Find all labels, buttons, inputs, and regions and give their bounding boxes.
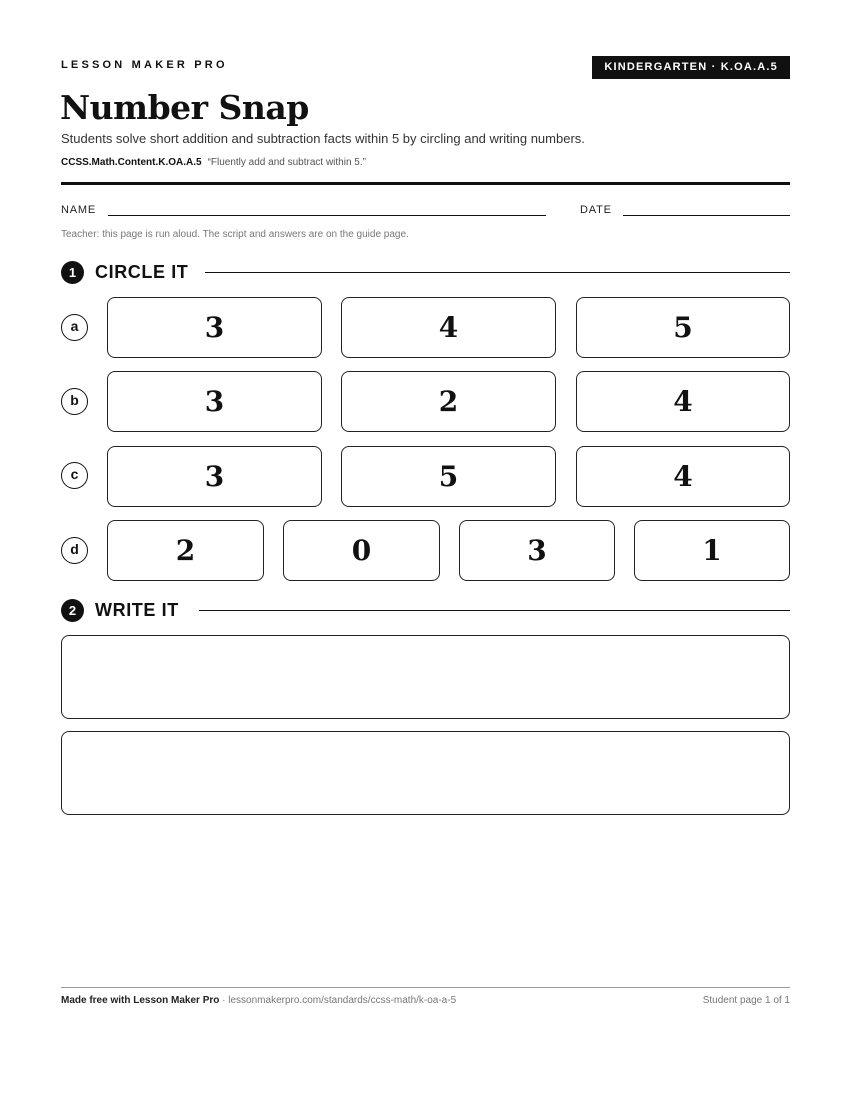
number-choice[interactable]: 3 xyxy=(107,297,322,358)
footer-credit xyxy=(61,995,456,1006)
row-label-c: c xyxy=(61,462,88,489)
header-divider xyxy=(61,182,790,185)
section-number-badge: 2 xyxy=(61,599,84,622)
footer-url: · lessonmakerpro.com/standards/ccss-math/k-oa-a-5 xyxy=(219,995,457,1006)
number-choice[interactable]: 2 xyxy=(107,520,264,581)
footer-page-number: Student page 1 of 1 xyxy=(702,995,790,1006)
number-choice[interactable]: 4 xyxy=(576,371,790,432)
standard-code: CCSS.Math.Content.K.OA.A.5 xyxy=(61,157,202,168)
answer-writing-box[interactable] xyxy=(61,731,790,815)
answer-writing-box[interactable] xyxy=(61,635,790,719)
teacher-note: Teacher: this page is run aloud. The script and answers are on the guide page. xyxy=(61,229,409,240)
row-label-b: b xyxy=(61,388,88,415)
row-label-d: d xyxy=(61,537,88,564)
brand-name: LESSON MAKER PRO xyxy=(61,59,228,71)
number-choice[interactable]: 4 xyxy=(341,297,556,358)
student-fields xyxy=(61,204,790,220)
section-title: CIRCLE IT xyxy=(95,262,189,282)
date-field[interactable] xyxy=(623,215,790,216)
number-choice[interactable]: 3 xyxy=(459,520,615,581)
page-subtitle: Students solve short addition and subtraction facts within 5 by circling and writing numbers. xyxy=(61,131,585,146)
date-label: DATE xyxy=(580,204,612,216)
number-choice[interactable]: 3 xyxy=(107,371,322,432)
number-choice[interactable]: 5 xyxy=(341,446,556,507)
section-circle-it xyxy=(61,260,790,284)
footer-made-with: Made free with Lesson Maker Pro xyxy=(61,995,220,1006)
standard-quote: “Fluently add and subtract within 5.” xyxy=(207,157,366,168)
name-field[interactable] xyxy=(108,215,546,216)
standard-reference xyxy=(61,157,366,168)
page-title: Number Snap xyxy=(60,88,309,127)
number-choice[interactable]: 5 xyxy=(576,297,790,358)
name-label: NAME xyxy=(61,204,96,216)
number-choice[interactable]: 1 xyxy=(634,520,790,581)
row-label-a: a xyxy=(61,314,88,341)
number-choice[interactable]: 2 xyxy=(341,371,556,432)
grade-standard-badge: KINDERGARTEN · K.OA.A.5 xyxy=(592,56,790,79)
section-divider xyxy=(205,272,790,273)
number-choice[interactable]: 4 xyxy=(576,446,790,507)
footer-divider xyxy=(61,987,790,988)
section-divider xyxy=(199,610,790,611)
section-title: WRITE IT xyxy=(95,600,179,620)
section-write-it xyxy=(61,598,790,622)
section-number-badge: 1 xyxy=(61,261,84,284)
number-choice[interactable]: 0 xyxy=(283,520,440,581)
number-choice[interactable]: 3 xyxy=(107,446,322,507)
page-header xyxy=(61,56,790,80)
